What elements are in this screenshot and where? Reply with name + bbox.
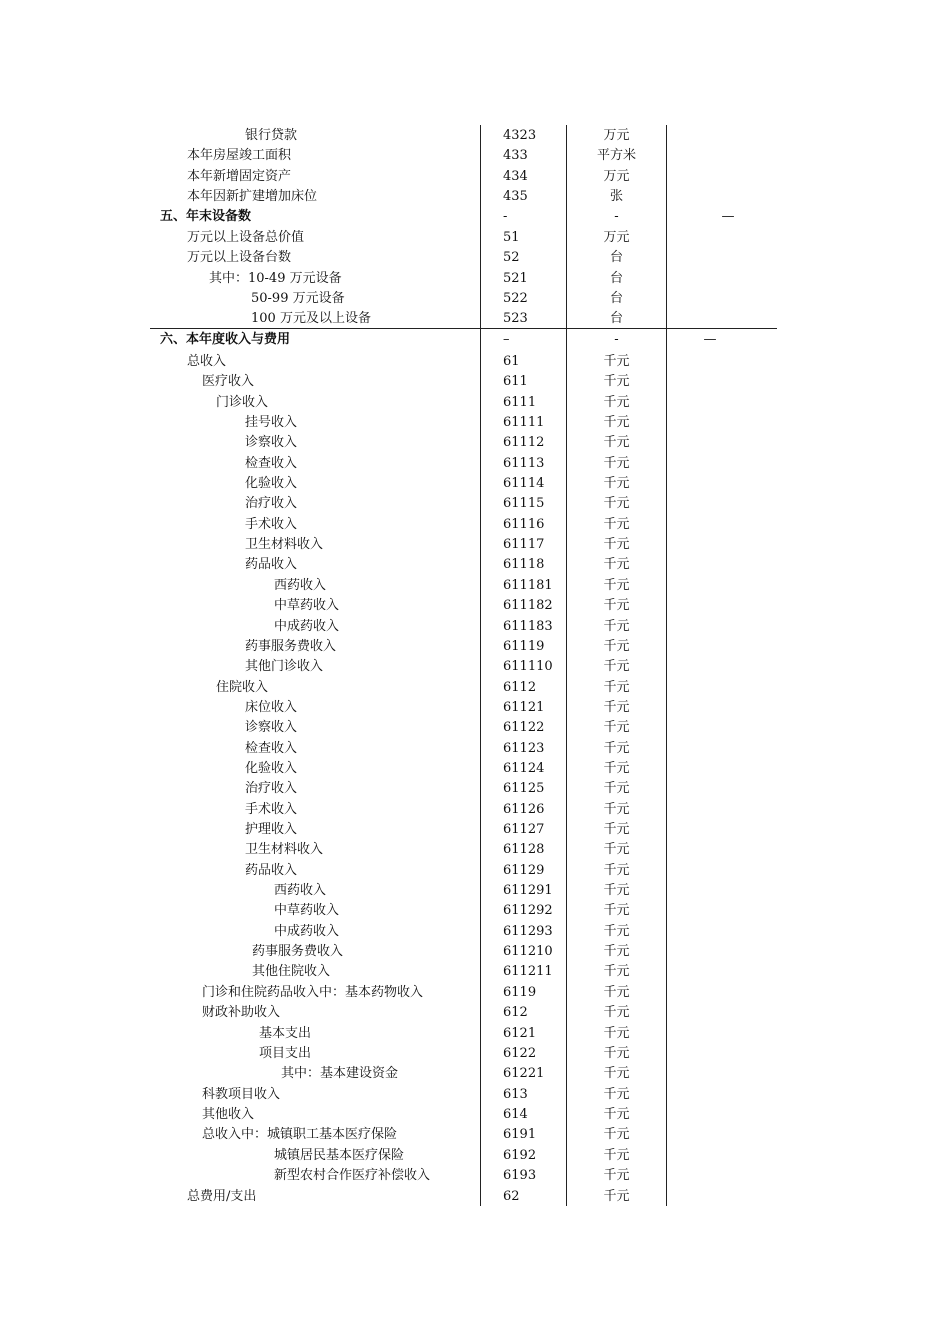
row-label: 药品收入 [245,863,298,878]
row-code: 611211 [503,964,553,979]
row-code: 6111 [503,395,537,410]
row-label: 本年房屋竣工面积 [187,148,292,163]
row-code: 61128 [503,842,545,857]
row-unit: 千元 [603,802,630,817]
table-row [0,555,950,575]
table-row [0,289,950,309]
row-unit: 千元 [603,395,630,410]
row-label: 万元以上设备台数 [187,250,292,265]
row-label: 治疗收入 [245,496,298,511]
row-extra: — [703,332,717,347]
row-label: 药事服务费收入 [252,944,344,959]
table-row [0,1064,950,1084]
table-row [0,1187,950,1207]
row-code: 52 [503,250,520,265]
row-unit: 千元 [603,415,630,430]
table-row [0,739,950,759]
table-row [0,269,950,289]
row-unit: 千元 [603,720,630,735]
row-unit: 千元 [603,1066,630,1081]
row-code: 521 [503,271,528,286]
row-label: 科教项目收入 [202,1087,281,1102]
table-row [0,352,950,372]
row-unit: 万元 [603,230,630,245]
table-row [0,962,950,982]
table-row [0,1105,950,1125]
row-label: 总收入中：城镇职工基本医疗保险 [202,1127,398,1142]
table-row [0,393,950,413]
table-row [0,881,950,901]
row-unit: 千元 [603,517,630,532]
row-unit: 千元 [603,659,630,674]
row-unit: 千元 [603,354,630,369]
row-code: - [503,209,508,224]
row-label: 手术收入 [245,517,298,532]
table-row [0,309,950,329]
row-label: 六、本年度收入与费用 [160,332,291,347]
row-label: 西药收入 [274,883,327,898]
row-code: 6112 [503,680,537,695]
row-unit: 千元 [603,374,630,389]
row-code: 611292 [503,903,553,918]
row-code: 61118 [503,557,545,572]
row-code: 6121 [503,1026,537,1041]
row-label: 手术收入 [245,802,298,817]
row-unit: 千元 [603,964,630,979]
table-row [0,454,950,474]
row-label: 本年因新扩建增加床位 [187,189,318,204]
row-code: 61127 [503,822,545,837]
row-label: 药事服务费收入 [245,639,337,654]
row-unit: 千元 [603,619,630,634]
row-label: 卫生材料收入 [245,537,324,552]
row-code: 61116 [503,517,545,532]
row-label: 其中：基本建设资金 [281,1066,399,1081]
table-row [0,800,950,820]
table-row [0,494,950,514]
row-unit: - [614,209,619,224]
row-unit: 千元 [603,842,630,857]
row-unit: 台 [609,250,623,265]
table-row [0,901,950,921]
row-label: 财政补助收入 [202,1005,281,1020]
table-row [0,820,950,840]
row-label: 诊察收入 [245,720,298,735]
row-code: 523 [503,311,528,326]
table-row [0,637,950,657]
row-code: 61122 [503,720,545,735]
row-code: 611293 [503,924,553,939]
row-label: 检查收入 [245,456,298,471]
row-code: 433 [503,148,528,163]
row-code: 61119 [503,639,545,654]
row-label: 本年新增固定资产 [187,169,292,184]
row-code: 61117 [503,537,545,552]
row-code: 61115 [503,496,545,511]
row-unit: 千元 [603,903,630,918]
row-code: 61124 [503,761,545,776]
row-label: 100 万元及以上设备 [251,311,371,326]
table-row [0,596,950,616]
row-unit: 千元 [603,435,630,450]
row-label: 门诊收入 [216,395,269,410]
row-code: 6119 [503,985,537,1000]
row-label: 万元以上设备总价值 [187,230,305,245]
row-unit: 千元 [603,557,630,572]
row-label: 床位收入 [245,700,298,715]
row-label: 其他门诊收入 [245,659,324,674]
table-row [0,1125,950,1145]
row-unit: 千元 [603,639,630,654]
table-row [0,617,950,637]
row-unit: 千元 [603,761,630,776]
row-unit: 万元 [603,128,630,143]
table-row [0,983,950,1003]
table-row [0,759,950,779]
row-label: 中成药收入 [274,924,340,939]
row-unit: 千元 [603,1127,630,1142]
row-unit: 台 [609,291,623,306]
row-unit: 千元 [603,1026,630,1041]
table-row [0,413,950,433]
row-label: 基本支出 [259,1026,312,1041]
row-code: 51 [503,230,520,245]
table-row [0,1166,950,1186]
row-unit: 千元 [603,456,630,471]
row-unit: 千元 [603,924,630,939]
row-unit: 千元 [603,700,630,715]
row-unit: 千元 [603,1046,630,1061]
row-unit: 台 [609,311,623,326]
row-label: 其他住院收入 [252,964,331,979]
row-code: 435 [503,189,528,204]
row-code: 613 [503,1087,528,1102]
table-row [0,433,950,453]
row-unit: 千元 [603,883,630,898]
row-code: 61114 [503,476,545,491]
row-label: 住院收入 [216,680,269,695]
row-unit: 千元 [603,1107,630,1122]
table-row [0,840,950,860]
row-label: 检查收入 [245,741,298,756]
row-code: 4323 [503,128,537,143]
row-code: 611110 [503,659,553,674]
row-label: 其中：10-49 万元设备 [209,271,342,286]
row-code: 61126 [503,802,545,817]
row-unit: - [614,332,619,347]
row-unit: 张 [609,189,623,204]
row-code: 614 [503,1107,528,1122]
table-row [0,535,950,555]
table-row [0,167,950,187]
row-code: 611181 [503,578,553,593]
table-row [0,779,950,799]
row-code: 61125 [503,781,545,796]
row-code: 61123 [503,741,545,756]
row-code: 61221 [503,1066,545,1081]
row-code: 522 [503,291,528,306]
table-row [0,515,950,535]
row-unit: 千元 [603,680,630,695]
row-unit: 千元 [603,1148,630,1163]
table-row [0,146,950,166]
table-row [0,1024,950,1044]
row-code: 61 [503,354,520,369]
row-unit: 千元 [603,822,630,837]
row-code: 611210 [503,944,553,959]
row-unit: 千元 [603,1087,630,1102]
row-unit: 千元 [603,741,630,756]
table-row [0,330,950,350]
row-code: 61112 [503,435,545,450]
row-label: 护理收入 [245,822,298,837]
row-label: 城镇居民基本医疗保险 [274,1148,405,1163]
row-label: 项目支出 [259,1046,312,1061]
row-label: 挂号收入 [245,415,298,430]
table-row [0,248,950,268]
row-code: 61113 [503,456,545,471]
row-unit: 千元 [603,496,630,511]
table-row [0,576,950,596]
row-code: 61111 [503,415,545,430]
table-row [0,1003,950,1023]
row-label: 中草药收入 [274,903,340,918]
row-label: 新型农村合作医疗补偿收入 [274,1168,431,1183]
row-label: 中成药收入 [274,619,340,634]
row-label: 化验收入 [245,476,298,491]
table-row [0,861,950,881]
row-unit: 千元 [603,863,630,878]
row-unit: 千元 [603,537,630,552]
row-label: 西药收入 [274,578,327,593]
row-unit: 千元 [603,1168,630,1183]
row-code: 61129 [503,863,545,878]
table-row [0,126,950,146]
row-label: 治疗收入 [245,781,298,796]
table-row [0,1085,950,1105]
row-unit: 千元 [603,944,630,959]
row-extra: — [721,209,735,224]
table-row [0,657,950,677]
row-unit: 平方米 [596,148,636,163]
table-row [0,228,950,248]
row-label: 药品收入 [245,557,298,572]
table-row [0,942,950,962]
row-unit: 千元 [603,1005,630,1020]
row-unit: 台 [609,271,623,286]
table-row [0,1146,950,1166]
row-code: 6122 [503,1046,537,1061]
table-row [0,207,950,227]
table-row [0,922,950,942]
row-code: – [503,332,510,347]
row-label: 化验收入 [245,761,298,776]
table-row [0,474,950,494]
row-label: 卫生材料收入 [245,842,324,857]
table-row [0,187,950,207]
table-row [0,678,950,698]
row-code: 6191 [503,1127,537,1142]
row-label: 50-99 万元设备 [251,291,345,306]
row-code: 611182 [503,598,553,613]
row-unit: 万元 [603,169,630,184]
table-row [0,372,950,392]
row-label: 总收入 [187,354,227,369]
table-row [0,1044,950,1064]
row-unit: 千元 [603,578,630,593]
table-row [0,698,950,718]
row-label: 中草药收入 [274,598,340,613]
row-label: 总费用/支出 [187,1189,257,1204]
row-code: 62 [503,1189,520,1204]
row-unit: 千元 [603,1189,630,1204]
row-code: 611183 [503,619,553,634]
row-code: 611291 [503,883,553,898]
row-code: 611 [503,374,528,389]
row-unit: 千元 [603,598,630,613]
row-label: 医疗收入 [202,374,255,389]
row-code: 61121 [503,700,545,715]
row-unit: 千元 [603,476,630,491]
table-row [0,718,950,738]
row-code: 612 [503,1005,528,1020]
row-code: 6193 [503,1168,537,1183]
row-label: 五、年末设备数 [160,209,252,224]
row-label: 诊察收入 [245,435,298,450]
row-code: 434 [503,169,528,184]
row-label: 银行贷款 [245,128,298,143]
row-unit: 千元 [603,985,630,1000]
row-label: 其他收入 [202,1107,255,1122]
row-code: 6192 [503,1148,537,1163]
row-label: 门诊和住院药品收入中：基本药物收入 [202,985,424,1000]
row-unit: 千元 [603,781,630,796]
